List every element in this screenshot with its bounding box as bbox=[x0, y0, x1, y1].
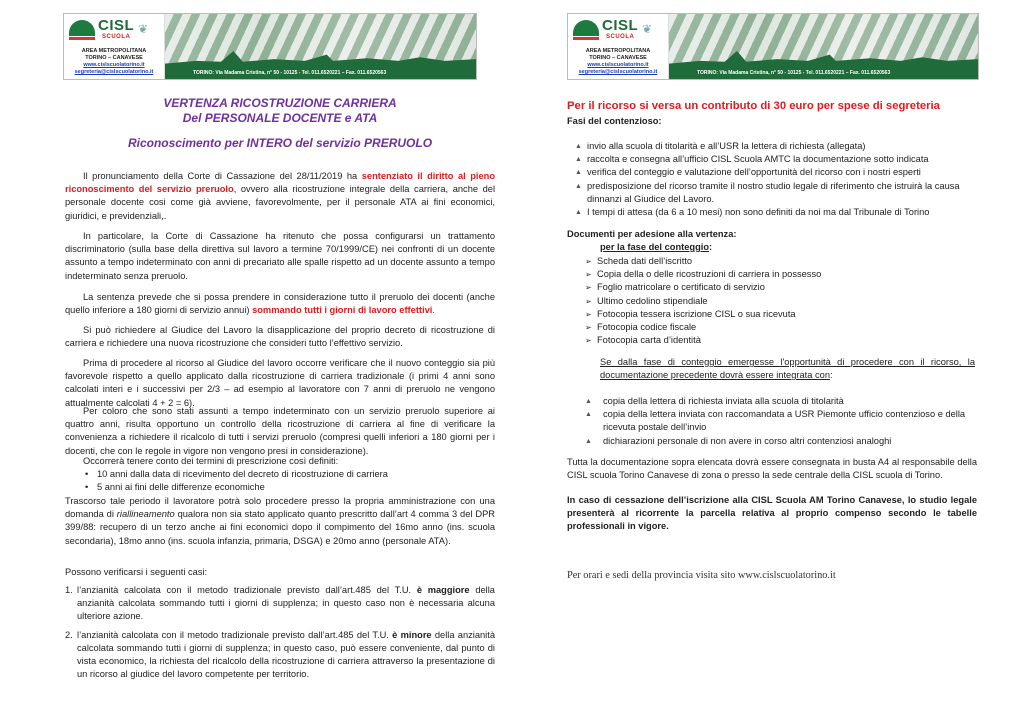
area-info bbox=[64, 48, 164, 76]
italic-term: riallineamento bbox=[116, 509, 175, 520]
list-item bbox=[585, 334, 965, 347]
text: . bbox=[432, 305, 435, 316]
prescription-list bbox=[83, 468, 495, 494]
paragraph-3 bbox=[65, 291, 495, 317]
website-link[interactable]: www.cislscuolatorino.it bbox=[587, 62, 649, 68]
text: predisposizione del ricorso tramite il nostro studio legale di riferimento che istruirà la causa dinnanzi al Giudice del Lavoro. bbox=[587, 180, 960, 204]
list-item bbox=[585, 408, 975, 434]
cisl-logo-icon bbox=[69, 20, 95, 36]
text: copia della lettera inviata con raccomandata a USR Piemonte ufficio contenzioso e della ricevuta postale dell’invio bbox=[603, 409, 966, 433]
text: Trascorso tale periodo il lavoratore potrà solo procedere presso la propria amministrazione con una domanda di bbox=[65, 496, 495, 520]
list-item: • 5 anni ai fini delle differenze economiche bbox=[83, 481, 495, 494]
text: I tempi di attesa (da 6 a 10 mesi) non sono definiti da noi ma dal Tribunale di Torino bbox=[587, 207, 930, 218]
list-item bbox=[585, 395, 975, 408]
text: copia della lettera di richiesta inviata alla scuola di titolarità bbox=[603, 396, 844, 406]
text: Il pronunciamento della Corte di Cassazione del 28/11/2019 ha bbox=[83, 171, 362, 181]
website-link[interactable]: www.cislscuolatorino.it bbox=[83, 62, 145, 68]
text: Ultimo cedolino stipendiale bbox=[597, 295, 708, 306]
text: per la fase del conteggio bbox=[600, 242, 710, 252]
list-item bbox=[575, 180, 975, 206]
footer-note: Per orari e sedi della provincia visita sito www.cislscuolatorino.it bbox=[567, 570, 836, 581]
text: , ovvero alla ricostruzione integrale della carriera, anche del personale docente cosi come già avviene, favorevolmente, per il personale ATA ai fini economici, giuridici, e previdenziali,. bbox=[65, 184, 496, 221]
paragraph-1 bbox=[65, 170, 495, 223]
cases-list bbox=[65, 584, 495, 686]
arrow-bullet-icon: ➢ bbox=[585, 296, 592, 306]
text: invio alla scuola di titolarità e all’USR la lettera di richiesta (allegata) bbox=[587, 141, 866, 151]
address-bar: TORINO: Via Madama Cristina, n° 50 - 10125 - Tel. 011.6520221 – Fax. 011.6520563 bbox=[165, 68, 476, 79]
triangle-bullet-icon: ▲ bbox=[575, 143, 582, 150]
area-line-1: AREA METROPOLITANA bbox=[81, 48, 147, 54]
area-line-2: TORINO – CANAVESE bbox=[589, 55, 647, 61]
arrow-bullet-icon: ➢ bbox=[585, 323, 592, 333]
arrow-bullet-icon: ➢ bbox=[585, 309, 592, 319]
triangle-bullet-icon: ▲ bbox=[585, 437, 592, 445]
arrow-bullet-icon: ➢ bbox=[585, 270, 592, 280]
header-banner bbox=[63, 13, 477, 80]
list-item bbox=[575, 166, 975, 179]
list-item bbox=[65, 584, 495, 624]
text: raccolta e consegna all’ufficio CISL Scuola AMTC la documentazione sotto indicata bbox=[587, 154, 929, 165]
triangle-bullet-icon: ▲ bbox=[575, 182, 582, 190]
list-item bbox=[585, 308, 965, 321]
text: : bbox=[830, 370, 833, 381]
integration-list bbox=[585, 395, 975, 448]
text: della anzianità calcolata sommando tutti i giorni di supplenza; in questo caso, può essere conveniente, dal punto di vista economico, la richiesta del ricalcolo della ricostruzione di carriera attraverso la presentazione di un ricorso al giudice del lavoro competente per territorio. bbox=[77, 629, 495, 680]
list-item: • 10 anni dalla data di ricevimento del decreto di ricostruzione di carriera bbox=[83, 468, 495, 481]
text: La sentenza prevede che si possa prendere in considerazione tutto il preruolo dei docenti (anche quello inferiore a 180 giorni di servizio annui) bbox=[65, 292, 495, 316]
logo-block bbox=[568, 14, 669, 79]
text: Se dalla fase di conteggio emergesse l'opportunità di procedere con il ricorso, la documentazione precedente dovrà essere integrata con bbox=[600, 357, 975, 381]
banner-photo bbox=[669, 14, 978, 79]
area-line-2: TORINO – CANAVESE bbox=[85, 55, 143, 61]
brand-name: CISL bbox=[602, 17, 639, 34]
cessation-text: In caso di cessazione dell’iscrizione alla CISL Scuola AM Torino Canavese, lo studio legale presenterà al ricorrente la parcella relativa al proprio compenso secondo le tabelle professionali in vigore. bbox=[567, 495, 977, 532]
email-link[interactable]: segreteria@cislscuolatorino.it bbox=[74, 69, 154, 75]
doc-subtitle: Riconoscimento per INTERO del servizio PRERUOLO bbox=[127, 136, 433, 150]
text: Foglio matricolare o certificato di servizio bbox=[597, 282, 765, 293]
docs-subtitle bbox=[600, 242, 712, 252]
text: Fotocopia codice fiscale bbox=[597, 322, 697, 333]
text: : bbox=[709, 242, 713, 252]
text: Fotocopia tessera iscrizione CISL o sua ricevuta bbox=[597, 308, 796, 319]
text: Scheda dati dell’iscritto bbox=[597, 256, 693, 266]
bold-text: è maggiore bbox=[416, 585, 470, 595]
brand-sub: SCUOLA bbox=[102, 34, 131, 40]
documents-list bbox=[585, 255, 965, 347]
list-item bbox=[585, 321, 965, 334]
bold-text: è minore bbox=[392, 629, 432, 640]
item-number: 1. bbox=[65, 585, 73, 595]
paragraph-7 bbox=[83, 455, 495, 495]
triangle-bullet-icon: ▲ bbox=[585, 411, 592, 419]
paragraph-9: Possono verificarsi i seguenti casi: bbox=[65, 567, 208, 577]
text: Occorrerà tenere conto dei termini di prescrizione così definiti: bbox=[83, 456, 339, 466]
triangle-bullet-icon: ▲ bbox=[575, 169, 582, 177]
triangle-bullet-icon: ▲ bbox=[575, 209, 582, 217]
integration-text bbox=[600, 356, 975, 382]
delivery-text: Tutta la documentazione sopra elencata dovrà essere consegnata in busta A4 al responsabile della CISL scuola Torino Canavese di zona o presso la sede centrale della CISL scuola di Torino. bbox=[567, 457, 977, 481]
email-link[interactable]: segreteria@cislscuolatorino.it bbox=[578, 69, 658, 75]
fee-notice: Per il ricorso si versa un contributo di 30 euro per spese di segreteria bbox=[567, 100, 940, 112]
arrow-bullet-icon: ➢ bbox=[585, 283, 592, 293]
list-item bbox=[575, 140, 975, 153]
arrow-bullet-icon: ➢ bbox=[585, 336, 592, 346]
docs-title: Documenti per adesione alla vertenza: bbox=[567, 229, 737, 239]
plant-in-hand-icon: ❦ bbox=[642, 22, 653, 36]
arrow-bullet-icon: ➢ bbox=[585, 257, 592, 266]
paragraph-5: Prima di procedere al ricorso al Giudice del lavoro occorre verificare che il nuovo conteggio sia più favorevole rispetto a quello applicato dalla ricostruzione di carriera tradizionale (i primi 4 anni sono calcolati interi e i successivi per 2/3 – ad esempio al lavoratore con 7 anni di preruolo ne vengono attualmente calcolati 4 + 2 = 6). bbox=[65, 358, 495, 408]
triangle-bullet-icon: ▲ bbox=[585, 398, 592, 405]
text: dichiarazioni personale di non avere in corso altri contenziosi analoghi bbox=[603, 435, 892, 446]
brand-name: CISL bbox=[98, 17, 135, 34]
text: Copia della o delle ricostruzioni di carriera in possesso bbox=[597, 269, 822, 280]
doc-title-line-2: Del PERSONALE DOCENTE e ATA bbox=[182, 111, 378, 125]
list-item bbox=[575, 206, 975, 219]
phases-title: Fasi del contenzioso: bbox=[567, 116, 662, 126]
cisl-logo-icon bbox=[573, 20, 599, 36]
text: della anzianità calcolata sommando tutti i giorni di supplenza; in questo caso non è necessaria alcuna ulteriore azione. bbox=[77, 585, 495, 622]
list-item bbox=[65, 629, 495, 682]
phases-list bbox=[575, 140, 975, 219]
turin-skyline-graphic bbox=[165, 51, 476, 69]
paragraph-4: Si può richiedere al Giudice del Lavoro la disapplicazione del proprio decreto di ricostruzione di carriera e richiedere una nuova ricostruzione che consideri tutto l’effettivo servizio. bbox=[65, 325, 495, 349]
text: Fotocopia carta d’identità bbox=[597, 335, 701, 346]
list-item bbox=[585, 268, 965, 281]
doc-title-line-1: VERTENZA RICOSTRUZIONE CARRIERA bbox=[163, 96, 397, 110]
header-banner bbox=[567, 13, 979, 80]
list-item bbox=[585, 281, 965, 294]
list-item bbox=[585, 295, 965, 308]
highlight: sommando tutti i giorni di lavoro effettivi bbox=[252, 305, 433, 316]
area-info bbox=[568, 48, 668, 76]
area-line-1: AREA METROPOLITANA bbox=[585, 48, 651, 54]
banner-photo bbox=[165, 14, 476, 79]
list-item bbox=[585, 435, 975, 448]
plant-in-hand-icon: ❦ bbox=[138, 22, 149, 36]
text: l’anzianità calcolata con il metodo tradizionale previsto dall’art.485 del T.U. bbox=[77, 585, 417, 595]
logo-block bbox=[64, 14, 165, 79]
triangle-bullet-icon: ▲ bbox=[575, 156, 582, 164]
paragraph-2: In particolare, la Corte di Cassazione ha ritenuto che possa configurarsi un trattamento discriminatorio (sulla base della direttiva sul lavoro a termine 70/1999/CE) nei confronti di un docente assunto a tempo indeterminato con anni di precariato alle spalle rispetto ad un docente assunto a tempo indeterminato senza preruolo. bbox=[65, 231, 495, 281]
address-bar: TORINO: Via Madama Cristina, n° 50 - 10125 - Tel. 011.6520221 – Fax. 011.6520563 bbox=[669, 68, 978, 79]
turin-skyline-graphic bbox=[669, 51, 978, 69]
text: l’anzianità calcolata con il metodo tradizionale previsto dall’art.485 del T.U. bbox=[77, 629, 393, 640]
highlight: sentenziato il diritto al pieno riconoscimento del servizio preruolo bbox=[65, 171, 495, 195]
paragraph-6: Per coloro che sono stati assunti a tempo indeterminato con un servizio preruolo superiore ai quattro anni, risulta opportuno un controllo della ricostruzione di carriera al fine di verificare la convenienza a richiedere il ricalcolo di tutti i servizi preruolo (compresi quelli inferiori a 180 giorni per i docenti, che con le regole in vigore non vengono presi in considerazione). bbox=[65, 406, 495, 456]
list-item bbox=[575, 153, 975, 166]
list-item bbox=[585, 255, 965, 268]
text: qualora non sia stato applicato quanto prescritto dall’art 4 comma 3 del DPR 399/88: recupero di un terzo anche ai fini economici dopo il compimento del 16mo anno (ins. scuola secondaria), 18mo anno (ins. scuola infanzia, primaria, DSGA) e 20mo anno (personale ATA). bbox=[65, 509, 495, 546]
item-number: 2. bbox=[65, 629, 73, 640]
paragraph-8 bbox=[65, 495, 495, 548]
brand-sub: SCUOLA bbox=[606, 34, 635, 40]
text: verifica del conteggio e valutazione dell’opportunità del ricorso con i nostri esperti bbox=[587, 167, 921, 178]
